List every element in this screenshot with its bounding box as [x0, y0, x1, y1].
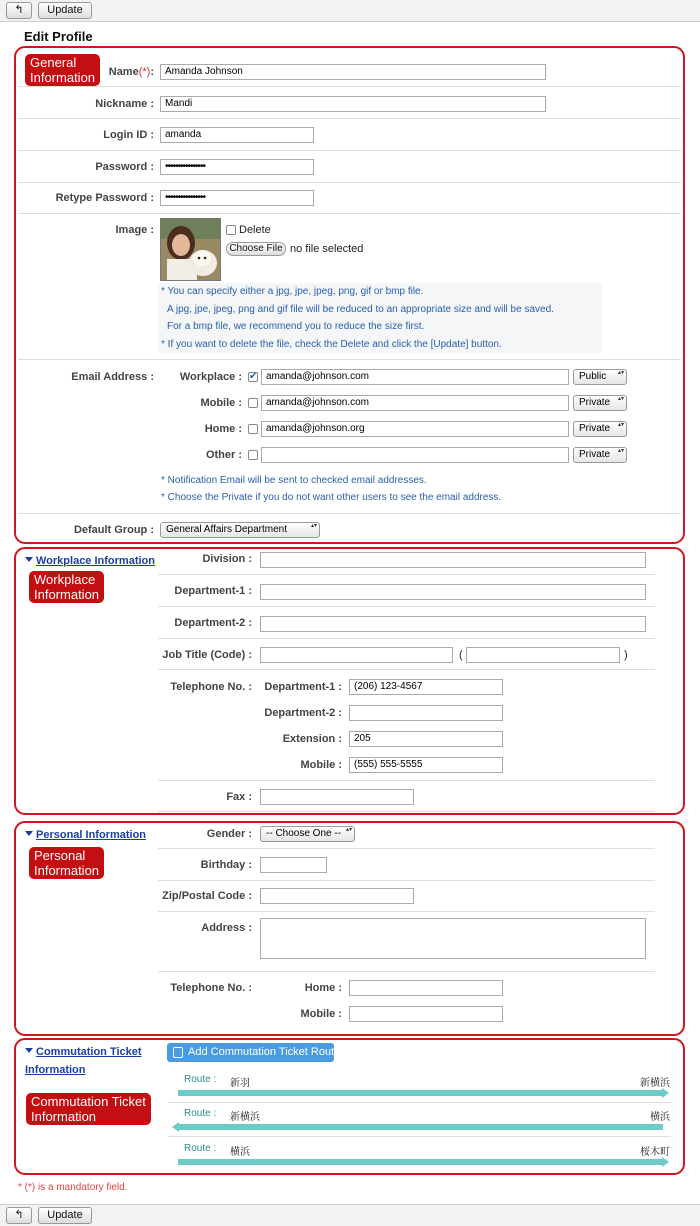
commutation-ticket-tag: Commutation Ticket Information — [26, 1093, 151, 1125]
image-label: Image : — [115, 224, 154, 236]
birthday-input[interactable] — [260, 857, 327, 873]
delete-image-checkbox[interactable] — [226, 225, 236, 235]
collapse-triangle-icon[interactable] — [25, 1048, 33, 1053]
image-note-2: A jpg, jpe, jpeg, png and gif file will be reduced to an appropriate size and will be saved. — [167, 304, 554, 315]
phone-mobile-label: Mobile : — [300, 759, 342, 771]
login-id-label: Login ID : — [103, 129, 154, 141]
gender-label: Gender : — [206, 828, 252, 840]
personal-information-link[interactable]: Personal Information — [36, 829, 147, 841]
route-2-arrow — [172, 1122, 669, 1132]
workplace-information-link[interactable]: Workplace Information — [36, 555, 155, 567]
email-workplace-checkbox[interactable]: ✔ — [249, 371, 258, 382]
route-1-to: 新横浜 — [640, 1078, 670, 1089]
bus-icon — [173, 1047, 183, 1058]
bottom-toolbar — [0, 1204, 700, 1226]
update-button[interactable]: Update — [38, 2, 92, 19]
phone-department-2-label: Department-2 : — [264, 707, 342, 719]
department-1-input[interactable] — [260, 584, 646, 600]
address-label: Address : — [201, 922, 252, 934]
email-workplace-input[interactable]: amanda@johnson.com — [261, 369, 569, 385]
email-address-label: Email Address : — [71, 371, 154, 383]
commutation-ticket-link[interactable]: Commutation Ticket — [36, 1046, 142, 1058]
work-telephone-label: Telephone No. : — [170, 681, 252, 693]
email-mobile-privacy-select[interactable]: Private ▴▾ — [573, 395, 627, 411]
paren-open: ( — [459, 649, 463, 661]
job-title-input[interactable] — [260, 647, 453, 663]
personal-information-tag: Personal Information — [29, 847, 104, 879]
back-arrow-icon: ↰ — [14, 1209, 24, 1221]
route-3-arrow — [172, 1157, 669, 1167]
zip-code-label: Zip/Postal Code : — [162, 890, 252, 902]
zip-code-input[interactable] — [260, 888, 414, 904]
department-1-label: Department-1 : — [174, 585, 252, 597]
fax-label: Fax : — [226, 791, 252, 803]
email-home-checkbox[interactable] — [248, 424, 258, 434]
route-2-from: 新横浜 — [230, 1112, 260, 1123]
personal-home-phone-input[interactable] — [349, 980, 503, 996]
email-other-label: Other : — [205, 449, 242, 461]
default-group-label: Default Group : — [73, 524, 154, 536]
update-button[interactable]: Update — [38, 1207, 92, 1224]
nickname-label: Nickname : — [95, 98, 154, 110]
department-2-input[interactable] — [260, 616, 646, 632]
choose-file-button[interactable]: Choose File — [226, 242, 286, 256]
image-note-3: For a bmp file, we recommend you to reduce the size first. — [167, 321, 425, 332]
email-workplace-privacy-select[interactable]: Public ▴▾ — [573, 369, 627, 385]
personal-mobile-phone-input[interactable] — [349, 1006, 503, 1022]
address-textarea[interactable] — [260, 918, 646, 959]
email-home-input[interactable]: amanda@johnson.org — [261, 421, 569, 437]
retype-password-input[interactable]: •••••••••••••••• — [160, 190, 314, 206]
password-input[interactable]: •••••••••••••••• — [160, 159, 314, 175]
route-1-from: 新羽 — [230, 1078, 250, 1089]
division-input[interactable] — [260, 552, 646, 568]
email-note-2: * Choose the Private if you do not want other users to see the email address. — [161, 492, 502, 503]
route-1-label: Route : — [184, 1074, 217, 1085]
phone-extension-input[interactable]: 205 — [349, 731, 503, 747]
mandatory-field-note: * (*) is a mandatory field. — [18, 1182, 128, 1193]
route-2-label: Route : — [184, 1108, 217, 1119]
phone-department-1-input[interactable]: (206) 123-4567 — [349, 679, 503, 695]
image-note-4: * If you want to delete the file, check the Delete and click the [Update] button. — [161, 339, 502, 350]
retype-password-label: Retype Password : — [55, 192, 154, 204]
email-other-privacy-select[interactable]: Private ▴▾ — [573, 447, 627, 463]
nickname-input[interactable]: Mandi — [160, 96, 546, 112]
workplace-information-tag: Workplace Information — [29, 571, 104, 603]
department-2-label: Department-2 : — [174, 617, 252, 629]
email-mobile-input[interactable]: amanda@johnson.com — [261, 395, 569, 411]
default-group-select[interactable]: General Affairs Department ▴▾ — [160, 522, 320, 538]
email-other-input[interactable] — [261, 447, 569, 463]
profile-photo — [160, 218, 221, 281]
password-label: Password : — [95, 161, 154, 173]
route-3-to: 桜木町 — [640, 1147, 670, 1158]
personal-home-label: Home : — [304, 982, 342, 994]
collapse-triangle-icon[interactable] — [25, 831, 33, 836]
name-input[interactable]: Amanda Johnson — [160, 64, 546, 80]
route-1-arrow — [172, 1088, 669, 1098]
delete-image-label: Delete — [239, 224, 271, 236]
email-home-privacy-select[interactable]: Private ▴▾ — [573, 421, 627, 437]
name-label: Name(*): — [108, 66, 154, 78]
back-button[interactable] — [6, 2, 32, 19]
personal-telephone-label: Telephone No. : — [170, 982, 252, 994]
login-id-input[interactable]: amanda — [160, 127, 314, 143]
email-home-label: Home : — [204, 423, 242, 435]
add-commutation-route-button[interactable]: Add Commutation Ticket Route — [167, 1043, 334, 1062]
route-3-label: Route : — [184, 1143, 217, 1154]
birthday-label: Birthday : — [200, 859, 252, 871]
fax-input[interactable] — [260, 789, 414, 805]
commutation-ticket-link-line2[interactable]: Information — [25, 1064, 86, 1076]
paren-close: ) — [624, 649, 628, 661]
job-title-label: Job Title (Code) : — [162, 649, 252, 661]
phone-extension-label: Extension : — [282, 733, 342, 745]
phone-department-2-input[interactable] — [349, 705, 503, 721]
page-title: Edit Profile — [24, 29, 93, 44]
gender-select[interactable]: -- Choose One -- ▴▾ — [260, 826, 355, 842]
route-3-from: 横浜 — [230, 1147, 250, 1158]
top-toolbar — [0, 0, 700, 22]
job-title-code-input[interactable] — [466, 647, 620, 663]
no-file-selected-text: no file selected — [290, 243, 364, 255]
collapse-triangle-icon[interactable] — [25, 557, 33, 562]
phone-department-1-label: Department-1 : — [264, 681, 342, 693]
back-arrow-icon: ↰ — [14, 4, 24, 16]
division-label: Division : — [202, 553, 252, 565]
email-other-checkbox[interactable] — [248, 450, 258, 460]
image-note-1: * You can specify either a jpg, jpe, jpeg, png, gif or bmp file. — [161, 286, 424, 297]
back-button[interactable] — [6, 1207, 32, 1224]
email-mobile-checkbox[interactable] — [248, 398, 258, 408]
phone-mobile-input[interactable]: (555) 555-5555 — [349, 757, 503, 773]
email-note-1: * Notification Email will be sent to checked email addresses. — [161, 475, 427, 486]
email-workplace-label: Workplace : — [179, 371, 242, 383]
route-2-to: 横浜 — [650, 1112, 670, 1123]
email-mobile-label: Mobile : — [200, 397, 242, 409]
general-information-tag: General Information — [25, 54, 100, 86]
personal-mobile-label: Mobile : — [300, 1008, 342, 1020]
